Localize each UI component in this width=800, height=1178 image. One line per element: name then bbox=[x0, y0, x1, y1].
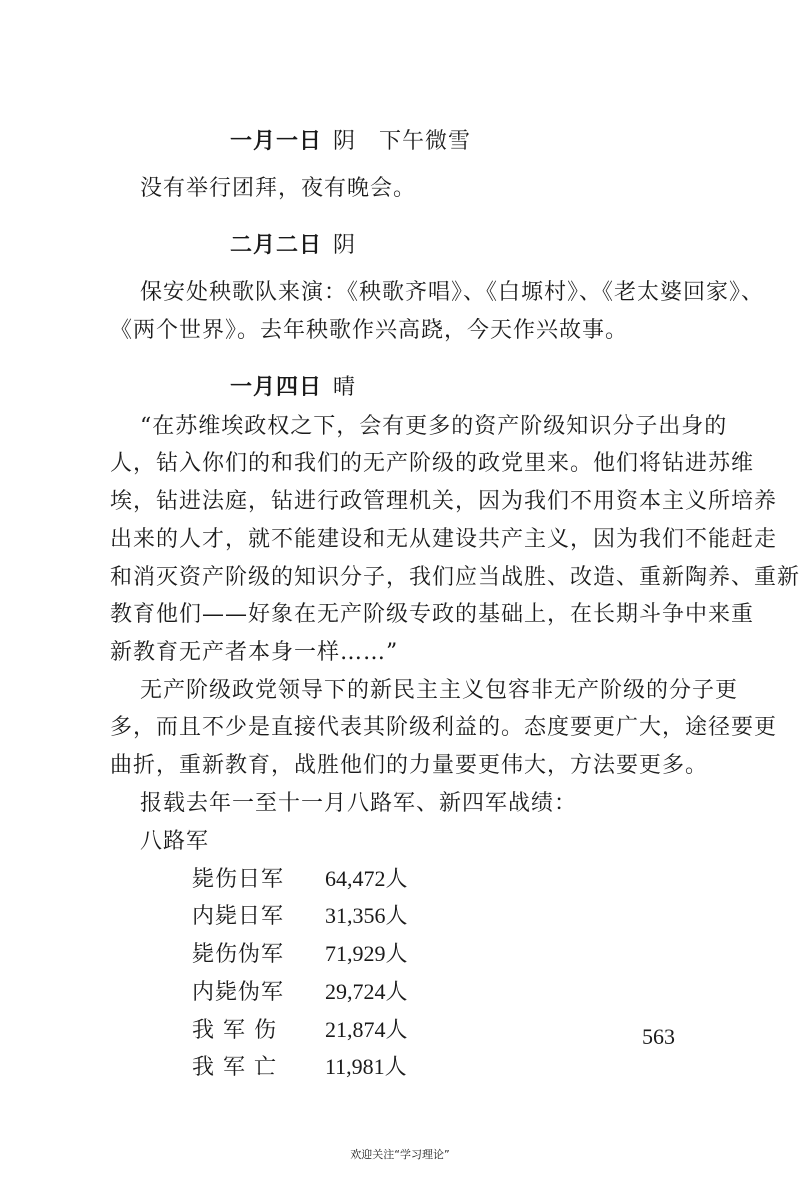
entry-date: 一月四日 bbox=[230, 375, 323, 400]
table-row-value: 31,356人 bbox=[325, 903, 408, 928]
table-row-value: 71,929人 bbox=[325, 941, 408, 966]
paragraph-line: 多，而且不少是直接代表其阶级利益的。态度要更广大，途径要更 bbox=[110, 715, 778, 740]
entry-weather: 阴 bbox=[333, 233, 357, 258]
table-row-value: 21,874人 bbox=[325, 1017, 408, 1042]
quote-line: 和消灭资产阶级的知识分子，我们应当战胜、改造、重新陶养、重新 bbox=[110, 565, 800, 590]
paragraph-line: 没有举行团拜，夜有晚会。 bbox=[140, 176, 417, 201]
table-row-value: 29,724人 bbox=[325, 979, 408, 1004]
paragraph-line: 报载去年一至十一月八路军、新四军战绩： bbox=[140, 791, 578, 816]
quote-line: 人，钻入你们的和我们的无产阶级的政党里来。他们将钻进苏维 bbox=[110, 451, 755, 476]
quote-line: 新教育无产者本身一样……” bbox=[110, 640, 399, 665]
table-row-label: 我 军 伤 bbox=[192, 1018, 277, 1043]
entry-weather: 阴 下午微雪 bbox=[333, 129, 472, 154]
entry-date: 二月二日 bbox=[230, 233, 323, 258]
entry-date: 一月一日 bbox=[230, 129, 323, 154]
table-row-label: 内毙伪军 bbox=[192, 980, 285, 1005]
table-row-label: 内毙日军 bbox=[192, 904, 285, 929]
quote-line: 教育他们——好象在无产阶级专政的基础上，在长期斗争中来重 bbox=[110, 602, 755, 627]
paragraph-line: 《两个世界》。去年秧歌作兴高跷，今天作兴故事。 bbox=[110, 318, 629, 343]
entry-weather: 晴 bbox=[333, 375, 357, 400]
table-title: 八路军 bbox=[140, 829, 210, 854]
table-row-value: 11,981人 bbox=[325, 1054, 407, 1079]
paragraph-line: 无产阶级政党领导下的新民主主义包容非无产阶级的分子更 bbox=[140, 678, 739, 703]
quote-line: 出来的人才，就不能建设和无从建设共产主义，因为我们不能赶走 bbox=[110, 527, 778, 552]
paragraph-line: 保安处秧歌队来演：《秧歌齐唱》、《白塬村》、《老太婆回家》、 bbox=[140, 280, 765, 305]
table-row-label: 毙伤伪军 bbox=[192, 942, 285, 967]
quote-line: “在苏维埃政权之下，会有更多的资产阶级知识分子出身的 bbox=[140, 414, 728, 439]
table-row-value: 64,472人 bbox=[325, 866, 408, 891]
footer-text: 欢迎关注“学习理论” bbox=[350, 1148, 450, 1161]
page-number: 563 bbox=[642, 1024, 675, 1049]
quote-line: 埃，钻进法庭，钻进行政管理机关，因为我们不用资本主义所培养 bbox=[110, 489, 778, 514]
table-row-label: 我 军 亡 bbox=[192, 1055, 277, 1080]
paragraph-line: 曲折，重新教育，战胜他们的力量要更伟大，方法要更多。 bbox=[110, 753, 709, 778]
table-row-label: 毙伤日军 bbox=[192, 867, 285, 892]
